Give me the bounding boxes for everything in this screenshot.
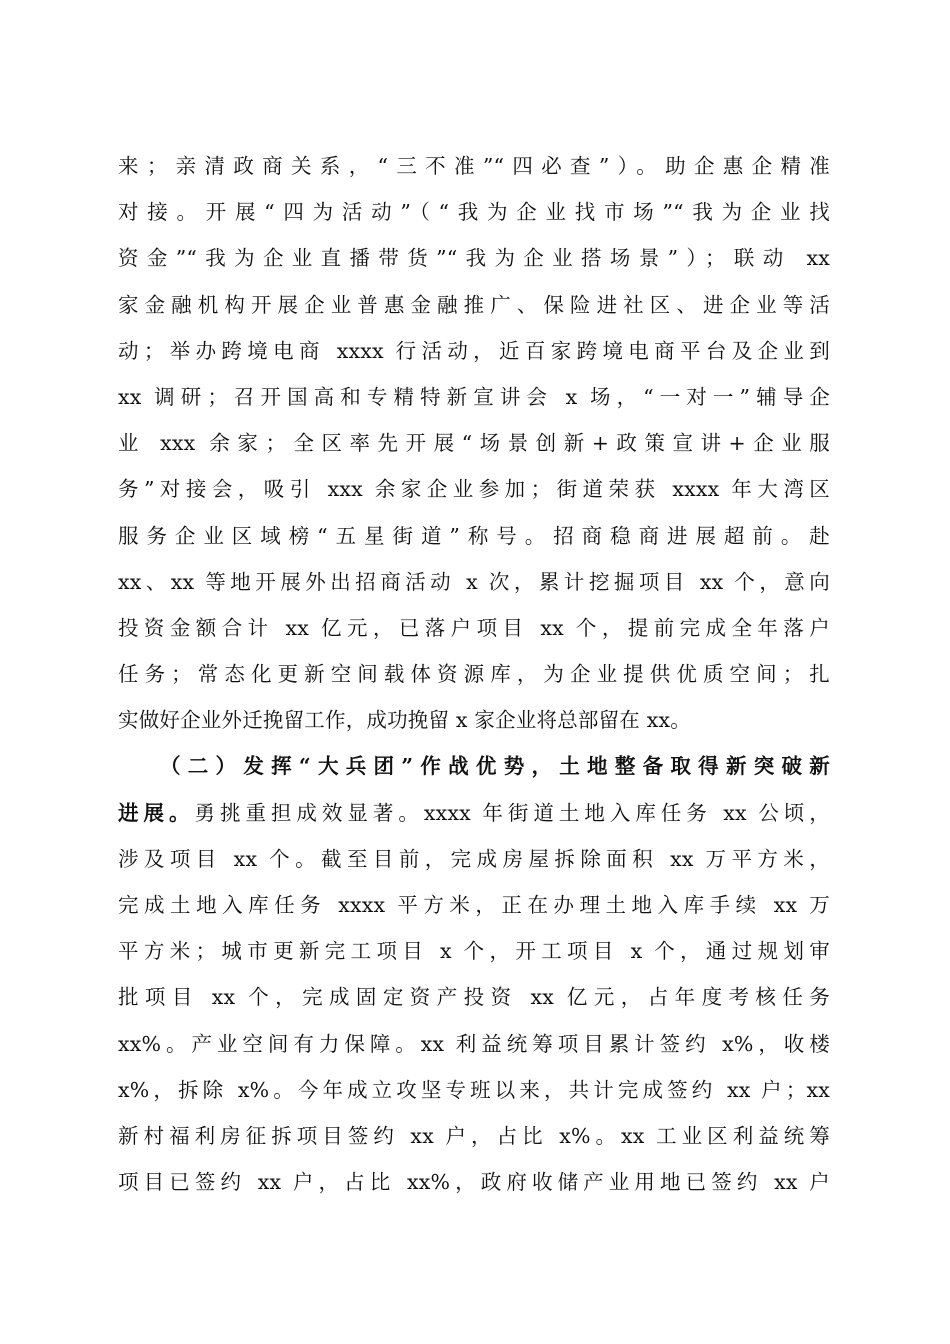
text-line: xx%。产业空间有力保障。xx 利益统筹项目累计签约 x%，收楼 <box>118 1031 830 1056</box>
text-line: xx 调研；召开国高和专精特新宣讲会 x 场，“一对一”辅导企 <box>118 384 830 409</box>
text-line: 实做好企业外迁挽留工作，成功挽留 x 家企业将总部留在 xx。 <box>118 708 691 733</box>
text-line: 来；亲清政商关系，“三不准”“四必查”）。助企惠企精准 <box>118 154 830 178</box>
text-line: 新村福利房征拆项目签约 xx 户，占比 x%。xx 工业区利益统筹 <box>118 1123 830 1148</box>
text-line: 完成土地入库任务 xxxx 平方米，正在办理土地入库手续 xx 万 <box>118 893 830 917</box>
text-fragment: 勇挑重担成效显著。xxxx 年街道土地入库任务 xx 公顷， <box>194 800 830 825</box>
text-line-with-heading-end <box>118 790 830 836</box>
document-body <box>118 143 830 1205</box>
text-line: 平方米；城市更新完工项目 x 个，开工项目 x 个，通过规划审 <box>118 939 830 964</box>
section-heading-end: 进展。 <box>118 800 195 825</box>
text-line: 对接。开展“四为活动”（“我为企业找市场”“我为企业找 <box>118 200 830 225</box>
text-line: 投资金额合计 xx 亿元，已落户项目 xx 个，提前完成全年落户 <box>118 615 830 640</box>
text-line: 资金”“我为企业直播带货”“我为企业搭场景”）；联动 xx <box>118 246 830 271</box>
section-heading: （二）发挥“大兵团”作战优势，土地整备取得新突破新 <box>160 754 830 779</box>
text-line: 服务企业区域榜“五星街道”称号。招商稳商进展超前。赴 <box>118 523 830 548</box>
paragraph-1 <box>118 143 830 743</box>
text-line: 任务；常态化更新空间载体资源库，为企业提供优质空间；扎 <box>118 662 830 687</box>
text-line: 涉及项目 xx 个。截至目前，完成房屋拆除面积 xx 万平方米， <box>118 846 830 871</box>
text-line: xx、xx 等地开展外出招商活动 x 次，累计挖掘项目 xx 个，意向 <box>118 569 830 594</box>
paragraph-2 <box>118 743 830 1205</box>
text-line: 务”对接会，吸引 xxx 余家企业参加；街道荣获 xxxx 年大湾区 <box>118 477 830 502</box>
text-line: 动；举办跨境电商 xxxx 行活动，近百家跨境电商平台及企业到 <box>118 338 830 363</box>
text-line: 批项目 xx 个，完成固定资产投资 xx 亿元，占年度考核任务 <box>118 985 830 1010</box>
text-line: 家金融机构开展企业普惠金融推广、保险进社区、进企业等活 <box>118 292 830 317</box>
text-line: 业 xxx 余家；全区率先开展“场景创新+政策宣讲+企业服 <box>118 431 830 456</box>
text-line: x%，拆除 x%。今年成立攻坚专班以来，共计完成签约 xx 户；xx <box>118 1077 830 1102</box>
text-line: 项目已签约 xx 户，占比 xx%，政府收储产业用地已签约 xx 户 <box>118 1170 830 1195</box>
